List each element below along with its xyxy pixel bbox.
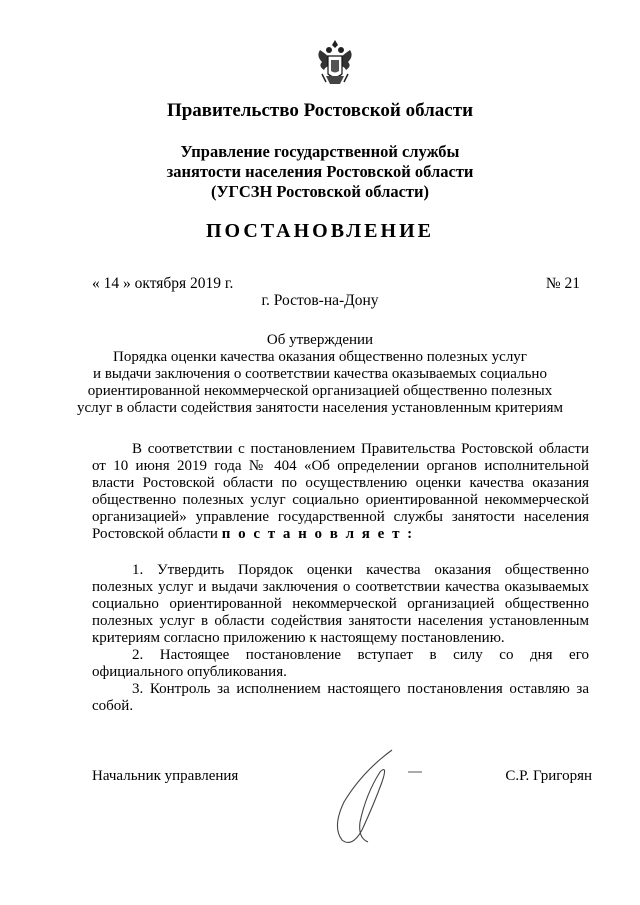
government-name: Правительство Ростовской области bbox=[166, 100, 474, 121]
item-2-line: официального опубликования. bbox=[92, 664, 287, 680]
subject-line: Порядка оценки качества оказания общественно полезных услуг bbox=[113, 349, 527, 365]
preamble-paragraph bbox=[92, 441, 589, 543]
document-date: « 14 » октября 2019 г. bbox=[92, 275, 234, 292]
item-3-line: собой. bbox=[92, 698, 134, 714]
subject-line: Об утверждении bbox=[266, 332, 374, 348]
document-subject bbox=[0, 332, 640, 417]
preamble-line: власти Ростовской области по осуществлению оценки качества оказания bbox=[92, 475, 589, 491]
item-1-line: полезных услуг и выдачи заключения о соответствии качества оказываемых bbox=[92, 579, 589, 595]
item-3-line: 3. Контроль за исполнением настоящего постановления оставляю за bbox=[132, 681, 589, 697]
item-1-line: полезных услуг в области содействия занятости населения установленным bbox=[92, 613, 589, 629]
department-line: занятости населения Ростовской области bbox=[166, 162, 474, 181]
document-type-title: ПОСТАНОВЛЕНИЕ bbox=[206, 220, 434, 242]
document-city: г. Ростов-на-Дону bbox=[261, 292, 379, 309]
signatory-position: Начальник управления bbox=[92, 768, 239, 784]
signatory-name: С.Р. Григорян bbox=[505, 768, 592, 784]
decree-items bbox=[92, 562, 589, 715]
item-2-line: 2. Настоящее постановление вступает в силу со дня его bbox=[132, 647, 589, 663]
subject-line: ориентированной некоммерческой организацией общественно полезных bbox=[87, 383, 553, 399]
preamble-line-text: Ростовской области bbox=[92, 526, 218, 542]
preamble-line: от 10 июня 2019 года № 404 «Об определении органов исполнительной bbox=[92, 458, 589, 474]
subject-line: и выдачи заключения о соответствии качества оказываемых социально bbox=[93, 366, 547, 382]
department-line: (УГСЗН Ростовской области) bbox=[210, 182, 430, 201]
item-1-line: 1. Утвердить Порядок оценки качества оказания общественно bbox=[132, 562, 589, 578]
preamble-last-line bbox=[92, 526, 589, 543]
subject-line: услуг в области содействия занятости населения установленным критериям bbox=[77, 400, 563, 416]
department-name bbox=[0, 142, 640, 202]
department-line: Управление государственной службы bbox=[180, 142, 460, 161]
preamble-line: общественно полезных услуг социально ориентированной некоммерческой bbox=[92, 492, 589, 508]
document-number: № 21 bbox=[545, 275, 580, 292]
item-1-line: социально ориентированной некоммерческой организацией общественно bbox=[92, 596, 589, 612]
preamble-line: организацией» управление государственной службы занятости населения bbox=[92, 509, 589, 525]
decree-word: п о с т а н о в л я е т : bbox=[221, 526, 415, 542]
item-1-line: критериям согласно приложению к настоящему постановлению. bbox=[92, 630, 505, 646]
preamble-line: В соответствии с постановлением Правительства Ростовской области bbox=[132, 441, 589, 457]
handwritten-signature bbox=[322, 742, 432, 852]
coat-of-arms-emblem bbox=[314, 36, 356, 88]
